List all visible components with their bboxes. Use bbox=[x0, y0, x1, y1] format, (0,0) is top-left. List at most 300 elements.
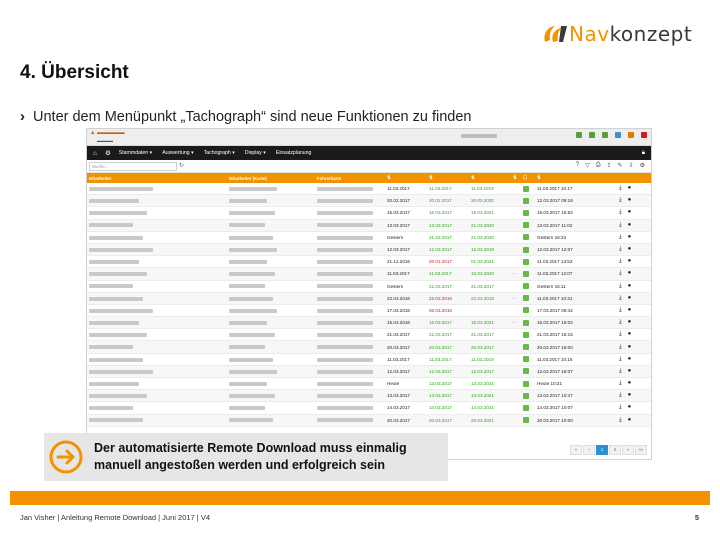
pager-page-1[interactable]: 1 bbox=[596, 445, 608, 455]
cell-actions bbox=[617, 307, 647, 314]
status-icon[interactable] bbox=[576, 132, 582, 138]
download-icon[interactable]: ⤓ bbox=[619, 294, 622, 301]
cell-card-number bbox=[315, 381, 385, 386]
cell-timestamp: 20.03.2017 16:00 bbox=[537, 344, 573, 350]
cell-name bbox=[87, 381, 227, 386]
download-icon[interactable]: ⤓ bbox=[619, 185, 622, 192]
pager-prev[interactable]: ‹ bbox=[583, 445, 595, 455]
table-row[interactable] bbox=[87, 415, 651, 427]
cell-date-3: 11.03.2019 bbox=[471, 356, 494, 362]
cell-date-3: 12.03.2019 bbox=[471, 247, 494, 253]
col-flag[interactable]: ⇅ bbox=[513, 175, 517, 180]
toolbar-icons bbox=[576, 162, 645, 169]
cell-actions bbox=[617, 417, 647, 424]
cell-card-number bbox=[315, 418, 385, 423]
cell-name bbox=[87, 296, 227, 301]
table-row[interactable] bbox=[87, 378, 651, 390]
cell-actions bbox=[617, 404, 647, 411]
cell-date-2: 21.03.2017 bbox=[429, 332, 452, 338]
cell-date-3: 21.03.2020 bbox=[471, 234, 494, 240]
user-icon[interactable]: ● bbox=[627, 246, 632, 253]
cell-timestamp: 11.03.2017 10:31 bbox=[537, 295, 573, 301]
table-row[interactable] bbox=[87, 232, 651, 244]
settings-icon[interactable]: ⚙ bbox=[104, 150, 111, 157]
cell-timestamp: 14.03.2017 10:07 bbox=[537, 405, 573, 411]
cell-card-name bbox=[227, 405, 315, 410]
table-row[interactable] bbox=[87, 317, 651, 329]
cell-actions bbox=[617, 331, 647, 338]
user-icon[interactable]: ● bbox=[627, 331, 632, 338]
status-square-icon bbox=[521, 210, 535, 216]
cell-timestamp: 20.03.2017 10:00 bbox=[537, 417, 573, 423]
cell-date-3: 15.03.2021 bbox=[471, 210, 494, 216]
table-row[interactable] bbox=[87, 402, 651, 414]
cell-timestamp: 11.03.2017 10:17 bbox=[537, 186, 573, 192]
bullet-point bbox=[20, 108, 472, 125]
cell-name bbox=[87, 259, 227, 264]
pager-page-2[interactable]: 2 bbox=[609, 445, 621, 455]
col-mitarbeiter[interactable]: Mitarbeiter bbox=[89, 175, 112, 181]
callout-line-1: Der automatisierte Remote Download muss einmalig bbox=[94, 441, 407, 455]
cell-timestamp: Heute 10:21 bbox=[537, 381, 563, 387]
cell-date-2: 21.03.2017 bbox=[429, 234, 452, 240]
user-icon[interactable]: ● bbox=[627, 294, 632, 301]
cell-date-1: 21.12.2016 bbox=[387, 259, 410, 265]
cell-card-number bbox=[315, 186, 385, 191]
arrow-right-icon bbox=[48, 439, 84, 475]
table-row[interactable] bbox=[87, 244, 651, 256]
cell-card-name bbox=[227, 223, 315, 228]
user-icon[interactable]: ● bbox=[627, 367, 632, 374]
cell-card-number bbox=[315, 405, 385, 410]
col-check[interactable]: ☐ bbox=[523, 175, 527, 180]
cell-date-3: 13.03.2021 bbox=[471, 381, 494, 387]
pagination bbox=[570, 445, 647, 455]
nav-einsatzplanung[interactable]: Einsatzplanung bbox=[275, 150, 312, 156]
lock-icon[interactable]: 🔒︎ bbox=[641, 149, 645, 156]
download-icon[interactable]: ⤓ bbox=[619, 282, 622, 289]
footer-band bbox=[10, 491, 710, 505]
cell-dash: - bbox=[513, 271, 515, 277]
status-square-icon bbox=[521, 271, 535, 277]
cell-date-1: 15.03.2016 bbox=[387, 320, 410, 326]
col-fahrerkarte[interactable]: Fahrerkarte bbox=[317, 175, 342, 181]
status-square-icon bbox=[521, 222, 535, 228]
cell-date-2: 21.03.2017 bbox=[429, 283, 452, 289]
cell-card-number bbox=[315, 320, 385, 325]
cell-date-3: 20.02.2020 bbox=[471, 198, 494, 204]
cell-dash: - bbox=[513, 320, 515, 326]
cell-actions bbox=[617, 258, 647, 265]
cell-timestamp: 13.03.2017 10:47 bbox=[537, 393, 573, 399]
download-icon[interactable]: ⤓ bbox=[619, 319, 622, 326]
app-header bbox=[87, 129, 651, 146]
download-icon[interactable]: ⤓ bbox=[619, 331, 622, 338]
status-square-icon bbox=[521, 320, 535, 326]
slide-title: 4. Übersicht bbox=[20, 62, 129, 83]
status-square-icon bbox=[521, 295, 535, 301]
cell-name bbox=[87, 357, 227, 362]
cell-date-1: 17.03.2016 bbox=[387, 307, 410, 313]
cell-card-name bbox=[227, 418, 315, 423]
logo-text-konzept: konzept bbox=[609, 22, 693, 46]
download-icon[interactable]: ⤓ bbox=[619, 209, 622, 216]
cell-date-1: 20.03.2017 bbox=[387, 344, 410, 350]
download-icon[interactable]: ⤓ bbox=[619, 221, 622, 228]
cell-card-name bbox=[227, 271, 315, 276]
user-icon[interactable]: ● bbox=[627, 233, 632, 240]
cell-date-3: 21.03.2020 bbox=[471, 222, 494, 228]
cell-timestamp: 12.03.2017 09:18 bbox=[537, 198, 573, 204]
user-icon[interactable]: ● bbox=[627, 185, 632, 192]
download-icon[interactable]: ⤓ bbox=[619, 246, 622, 253]
cell-actions bbox=[617, 319, 647, 326]
status-square-icon bbox=[521, 381, 535, 387]
cell-date-3: 14.03.2021 bbox=[471, 405, 494, 411]
cell-name bbox=[87, 418, 227, 423]
cell-date-2: 22.03.2016 bbox=[429, 295, 452, 301]
table-header bbox=[87, 173, 651, 183]
cell-date-2: 13.03.2017 bbox=[429, 393, 452, 399]
cell-date-1: Gestern bbox=[387, 234, 404, 240]
table-row[interactable] bbox=[87, 341, 651, 353]
status-square-icon bbox=[521, 283, 535, 289]
cell-date-2: 12.03.2017 bbox=[429, 247, 452, 253]
cell-date-3: 01.03.2021 bbox=[471, 259, 494, 265]
cell-actions bbox=[617, 222, 647, 229]
cell-timestamp: 21.03.2017 18:15 bbox=[537, 332, 573, 338]
download-icon[interactable]: ⤓ bbox=[619, 233, 622, 240]
cell-date-3: 22.03.2018 bbox=[471, 295, 494, 301]
table-row[interactable] bbox=[87, 354, 651, 366]
cell-name bbox=[87, 235, 227, 240]
cell-actions bbox=[617, 295, 647, 302]
search-input[interactable]: Suche... bbox=[89, 162, 177, 171]
cell-timestamp: 11.03.2017 12:07 bbox=[537, 271, 573, 277]
download-icon[interactable]: ⤓ bbox=[619, 367, 622, 374]
user-icon[interactable]: ● bbox=[627, 282, 632, 289]
table-row[interactable] bbox=[87, 268, 651, 280]
download-icon[interactable]: ⤓ bbox=[619, 197, 622, 204]
status-square-icon bbox=[521, 247, 535, 253]
user-icon[interactable]: ● bbox=[627, 380, 632, 387]
table-row[interactable] bbox=[87, 293, 651, 305]
cell-card-name bbox=[227, 210, 315, 215]
cell-card-number bbox=[315, 271, 385, 276]
refresh-icon[interactable]: ↻ bbox=[179, 163, 185, 169]
home-icon[interactable]: ⌂ bbox=[93, 149, 97, 157]
download-icon[interactable]: ⤓ bbox=[619, 270, 622, 277]
cell-name bbox=[87, 247, 227, 252]
download-icon[interactable]: ⤓ bbox=[619, 392, 622, 399]
cell-actions bbox=[617, 185, 647, 192]
cell-date-1: 13.03.2017 bbox=[387, 393, 410, 399]
app-logo-icon: ▲ ▬▬▬▬▬ bbox=[90, 130, 125, 136]
download-icon[interactable]: ⤓ bbox=[619, 355, 622, 362]
status-square-icon bbox=[521, 393, 535, 399]
cell-date-3: 10.03.2020 bbox=[471, 271, 494, 277]
table-row[interactable] bbox=[87, 305, 651, 317]
cell-timestamp: 17.03.2017 09:42 bbox=[537, 307, 573, 313]
download-icon[interactable]: ⤓ bbox=[619, 404, 622, 411]
cell-card-number bbox=[315, 345, 385, 350]
cell-card-name bbox=[227, 369, 315, 374]
cell-date-1: 21.03.2017 bbox=[387, 332, 410, 338]
table-row[interactable] bbox=[87, 281, 651, 293]
col-valid[interactable]: ⇅ bbox=[471, 175, 475, 180]
cell-actions bbox=[617, 197, 647, 204]
user-icon[interactable]: ● bbox=[627, 392, 632, 399]
callout-line-2: manuell angestoßen werden und erfolgreich sein bbox=[94, 458, 386, 472]
cell-timestamp: 15.03.2017 16:02 bbox=[537, 320, 573, 326]
cell-actions bbox=[617, 234, 647, 241]
footer-text: Jan Visher | Anleitung Remote Download | Juni 2017 | V4 bbox=[20, 513, 210, 522]
app-sublogo: ▬▬▬▬ bbox=[97, 138, 113, 143]
settings-icon[interactable]: ⚙ bbox=[639, 163, 645, 169]
cell-date-1: 12.03.2017 bbox=[387, 247, 410, 253]
app-user-blurred bbox=[461, 134, 497, 138]
cell-timestamp: 11.03.2017 10:16 bbox=[537, 356, 573, 362]
cell-date-1: 20.03.2017 bbox=[387, 417, 410, 423]
cell-date-2: 13.03.2017 bbox=[429, 222, 452, 228]
cell-card-number bbox=[315, 235, 385, 240]
cell-dash: - bbox=[513, 295, 515, 301]
cell-date-1: 14.03.2017 bbox=[387, 405, 410, 411]
cell-date-3: 21.03.2017 bbox=[471, 332, 494, 338]
app-screenshot bbox=[86, 128, 652, 460]
cell-date-2: 11.03.2017 bbox=[429, 356, 452, 362]
cell-card-number bbox=[315, 393, 385, 398]
cell-name bbox=[87, 345, 227, 350]
download-icon[interactable]: ⤓ bbox=[619, 306, 622, 313]
cell-date-1: Gestern bbox=[387, 283, 404, 289]
cell-actions bbox=[617, 380, 647, 387]
cell-card-name bbox=[227, 296, 315, 301]
table-row[interactable] bbox=[87, 366, 651, 378]
cell-card-name bbox=[227, 393, 315, 398]
cell-actions bbox=[617, 270, 647, 277]
cell-date-2: 13.03.2017 bbox=[429, 381, 452, 387]
status-square-icon bbox=[521, 344, 535, 350]
cell-card-number bbox=[315, 198, 385, 203]
status-square-icon bbox=[521, 356, 535, 362]
cell-date-1: 11.03.2017 bbox=[387, 271, 410, 277]
cell-card-name bbox=[227, 284, 315, 289]
alert-icon[interactable] bbox=[628, 132, 634, 138]
user-icon[interactable]: ● bbox=[627, 355, 632, 362]
user-icon[interactable]: ● bbox=[627, 416, 632, 423]
cell-timestamp: 12.03.2017 12:07 bbox=[537, 247, 573, 253]
cell-date-1: 11.03.2017 bbox=[387, 186, 410, 192]
print-icon[interactable]: ⎙ bbox=[595, 162, 601, 168]
table-row[interactable] bbox=[87, 390, 651, 402]
cell-date-3: 11.03.2019 bbox=[471, 186, 494, 192]
power-icon[interactable] bbox=[641, 132, 647, 138]
cell-actions bbox=[617, 392, 647, 399]
cell-card-name bbox=[227, 332, 315, 337]
help-icon[interactable]: ? bbox=[575, 162, 580, 168]
cell-timestamp: Gestern 18:23 bbox=[537, 234, 567, 240]
download-icon[interactable]: ⤓ bbox=[619, 258, 622, 265]
cell-actions bbox=[617, 368, 647, 375]
cell-name bbox=[87, 198, 227, 203]
cell-timestamp: Gestern 15:11 bbox=[537, 283, 566, 289]
page-number: 5 bbox=[694, 513, 699, 522]
col-last[interactable]: ⇅ bbox=[537, 175, 541, 180]
cell-date-1: 22.03.2016 bbox=[387, 295, 410, 301]
message-icon[interactable] bbox=[615, 132, 621, 138]
cell-date-2: 15.03.2017 bbox=[429, 210, 452, 216]
cell-card-name bbox=[227, 357, 315, 362]
cell-actions bbox=[617, 356, 647, 363]
cell-date-2: 20.03.2017 bbox=[429, 344, 452, 350]
cell-card-number bbox=[315, 259, 385, 264]
pager-next[interactable]: » bbox=[622, 445, 634, 455]
nav-display[interactable]: Display ▾ bbox=[244, 150, 266, 156]
cell-actions bbox=[617, 209, 647, 216]
cell-name bbox=[87, 271, 227, 276]
cell-name bbox=[87, 332, 227, 337]
status-square-icon bbox=[521, 307, 535, 313]
cell-timestamp: 12.03.2017 18:07 bbox=[537, 368, 573, 374]
cell-date-2: 06.03.2016 bbox=[429, 307, 452, 313]
cell-name bbox=[87, 393, 227, 398]
cell-name bbox=[87, 320, 227, 325]
download-icon[interactable]: ⤓ bbox=[619, 416, 622, 423]
pager-last[interactable]: »» bbox=[635, 445, 647, 455]
user-icon[interactable]: ● bbox=[627, 258, 632, 265]
cell-date-2: 11.03.2017 bbox=[429, 186, 452, 192]
nav-auswertung[interactable]: Auswertung ▾ bbox=[162, 150, 194, 156]
cell-date-1: Heute bbox=[387, 381, 400, 387]
cell-card-name bbox=[227, 345, 315, 350]
cell-name bbox=[87, 405, 227, 410]
table-row[interactable] bbox=[87, 183, 651, 195]
status-square-icon bbox=[521, 332, 535, 338]
nav-stammdaten[interactable]: Stammdaten ▾ bbox=[118, 150, 153, 156]
cell-date-2: 15.03.2017 bbox=[429, 320, 452, 326]
cell-timestamp: 11.03.2017 13:53 bbox=[537, 259, 573, 265]
flag-icon[interactable] bbox=[602, 132, 608, 138]
cell-date-3: 13.03.2021 bbox=[471, 393, 494, 399]
cell-actions bbox=[617, 283, 647, 290]
cell-date-2: 20.02.2017 bbox=[429, 198, 452, 204]
user-icon[interactable]: ● bbox=[627, 209, 632, 216]
table-row[interactable] bbox=[87, 256, 651, 268]
app-nav-bar bbox=[87, 146, 651, 160]
cell-date-1: 12.03.2017 bbox=[387, 368, 410, 374]
cell-date-1: 20.02.2017 bbox=[387, 198, 410, 204]
cell-date-2: 11.03.2017 bbox=[429, 271, 452, 277]
cell-card-number bbox=[315, 296, 385, 301]
table-row[interactable] bbox=[87, 207, 651, 219]
bullet-text: Unter dem Menüpunkt „Tachograph“ sind neue Funktionen zu finden bbox=[33, 108, 472, 125]
status-square-icon bbox=[521, 198, 535, 204]
cell-date-1: 13.03.2017 bbox=[387, 222, 410, 228]
cell-card-number bbox=[315, 357, 385, 362]
callout-box bbox=[44, 433, 448, 481]
cell-date-3: 15.03.2021 bbox=[471, 320, 494, 326]
cell-card-name bbox=[227, 186, 315, 191]
cell-date-2: 20.03.2017 bbox=[429, 417, 452, 423]
cell-name bbox=[87, 284, 227, 289]
app-toolbar bbox=[87, 160, 651, 173]
cell-actions bbox=[617, 246, 647, 253]
cell-name bbox=[87, 186, 227, 191]
col-download[interactable]: ⇅ bbox=[387, 175, 391, 180]
cell-date-3: 21.03.2017 bbox=[471, 283, 494, 289]
download-icon[interactable]: ⇩ bbox=[628, 163, 634, 169]
cell-date-3: 20.03.2017 bbox=[471, 344, 494, 350]
cell-name bbox=[87, 210, 227, 215]
user-icon[interactable]: ● bbox=[627, 343, 632, 350]
cell-card-name bbox=[227, 235, 315, 240]
cell-timestamp: 15.03.2017 16:52 bbox=[537, 210, 573, 216]
nav-tachograph[interactable]: Tachograph ▾ bbox=[203, 150, 235, 156]
pager-first[interactable]: « bbox=[570, 445, 582, 455]
user-icon[interactable]: ● bbox=[627, 221, 632, 228]
table-row[interactable] bbox=[87, 329, 651, 341]
cell-date-2: 12.03.2017 bbox=[429, 368, 452, 374]
col-next[interactable]: ⇅ bbox=[429, 175, 433, 180]
bullet-chevron-icon: › bbox=[20, 108, 25, 125]
user-icon[interactable]: ● bbox=[627, 306, 632, 313]
cell-date-3: 12.03.2017 bbox=[471, 368, 494, 374]
table-body bbox=[87, 183, 651, 427]
status-square-icon bbox=[521, 234, 535, 240]
status-square-icon bbox=[521, 259, 535, 265]
status-square-icon bbox=[521, 417, 535, 423]
phone-icon[interactable] bbox=[589, 132, 595, 138]
cell-card-number bbox=[315, 247, 385, 252]
table-row[interactable] bbox=[87, 220, 651, 232]
cell-card-number bbox=[315, 308, 385, 313]
download-icon[interactable]: ⤓ bbox=[619, 343, 622, 350]
status-square-icon bbox=[521, 368, 535, 374]
user-icon[interactable]: ● bbox=[627, 404, 632, 411]
cell-card-number bbox=[315, 369, 385, 374]
user-icon[interactable]: ● bbox=[627, 270, 632, 277]
export-icon[interactable]: ⇪ bbox=[606, 163, 612, 169]
cell-card-name bbox=[227, 247, 315, 252]
status-square-icon bbox=[521, 405, 535, 411]
cell-card-number bbox=[315, 210, 385, 215]
cell-name bbox=[87, 223, 227, 228]
cell-card-name bbox=[227, 308, 315, 313]
navkonzept-logo bbox=[541, 19, 692, 49]
cell-date-1: 15.03.2017 bbox=[387, 210, 410, 216]
cell-name bbox=[87, 369, 227, 374]
filter-icon[interactable]: ▽ bbox=[585, 163, 590, 169]
cell-date-3: 20.03.2021 bbox=[471, 417, 494, 423]
edit-icon[interactable]: ✎ bbox=[617, 163, 623, 169]
cell-timestamp: 13.03.2017 11:02 bbox=[537, 222, 573, 228]
cell-date-2: 14.03.2017 bbox=[429, 405, 452, 411]
cell-card-name bbox=[227, 320, 315, 325]
col-mitarbeiter-karte[interactable]: Mitarbeiter (Karte) bbox=[229, 175, 267, 181]
download-icon[interactable]: ⤓ bbox=[619, 380, 622, 387]
cell-card-name bbox=[227, 259, 315, 264]
cell-card-number bbox=[315, 284, 385, 289]
user-icon[interactable]: ● bbox=[627, 319, 632, 326]
cell-card-number bbox=[315, 223, 385, 228]
app-header-icons bbox=[576, 132, 647, 138]
cell-card-number bbox=[315, 332, 385, 337]
table-row[interactable] bbox=[87, 195, 651, 207]
user-icon[interactable]: ● bbox=[627, 197, 632, 204]
cell-actions bbox=[617, 344, 647, 351]
logo-mark-icon bbox=[541, 22, 569, 46]
